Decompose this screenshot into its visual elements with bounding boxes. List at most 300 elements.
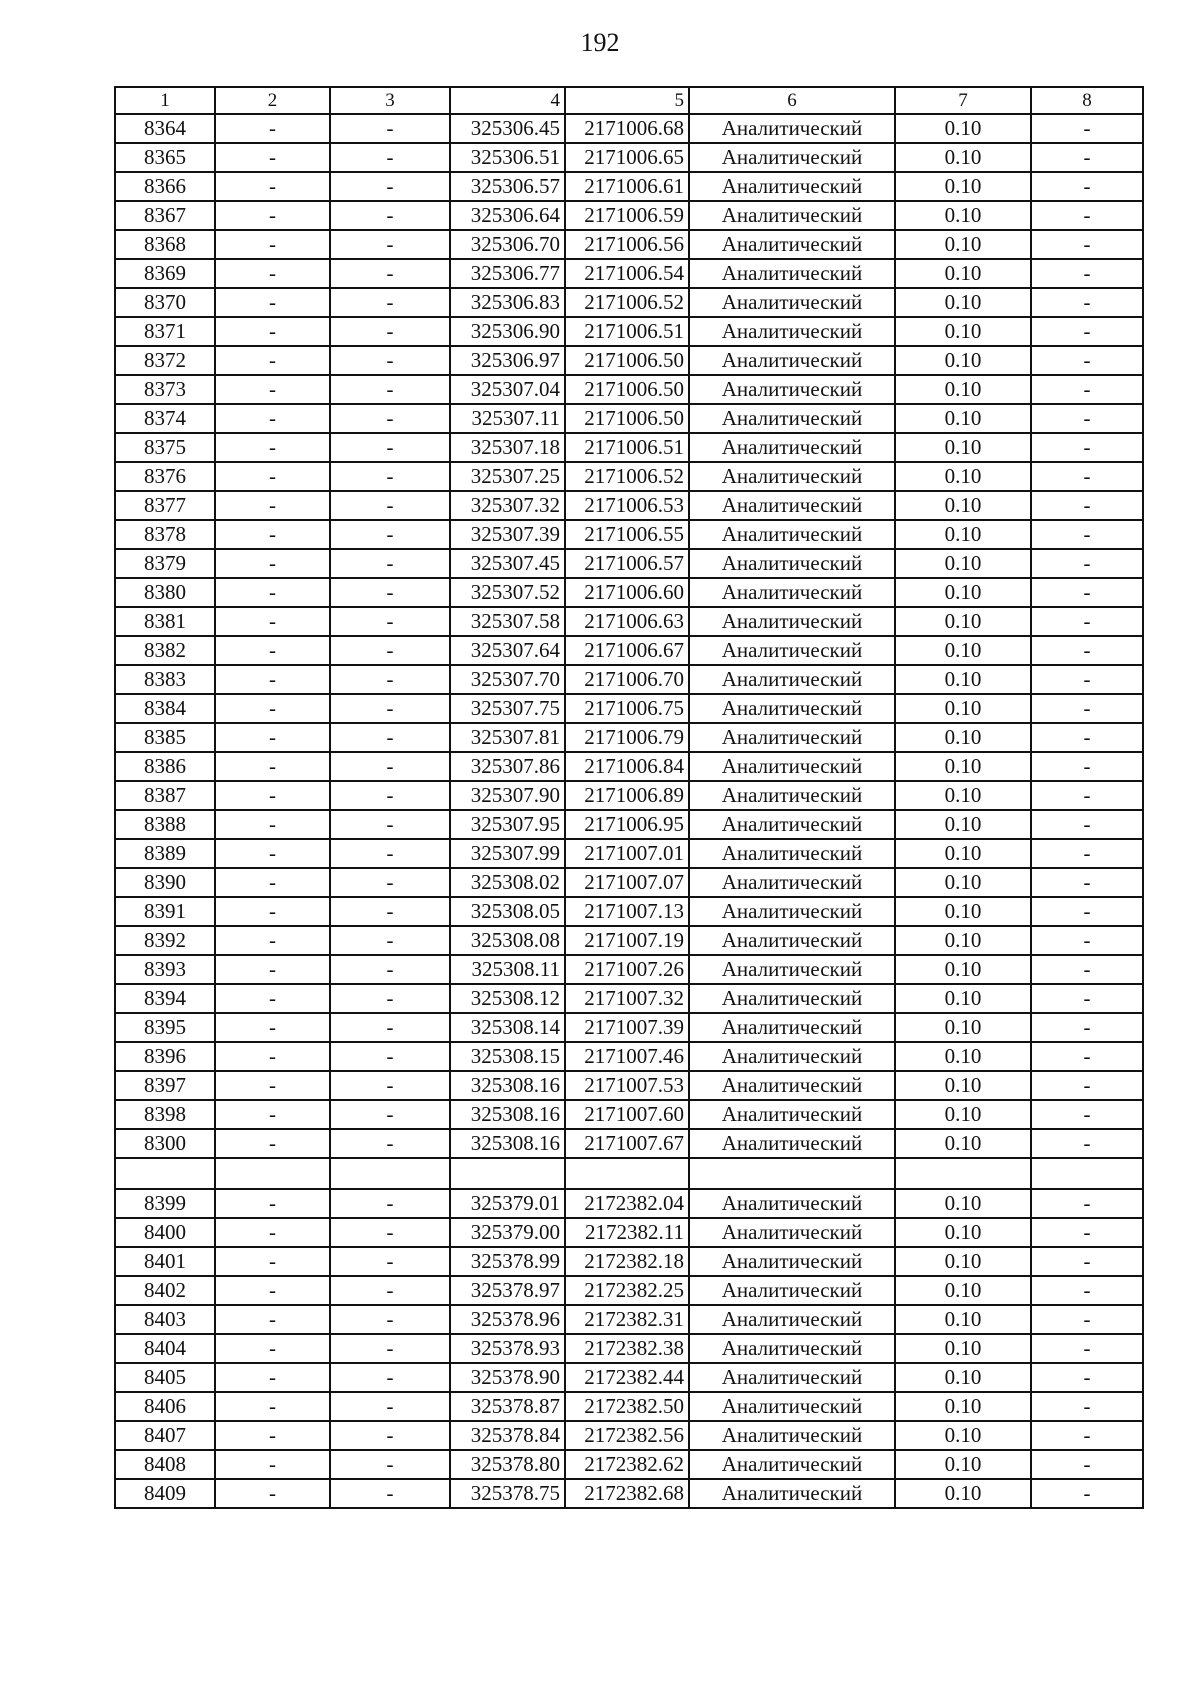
table-cell: - xyxy=(215,549,330,578)
table-cell: 8405 xyxy=(115,1363,215,1392)
table-cell: 8397 xyxy=(115,1071,215,1100)
table-cell: - xyxy=(1031,752,1143,781)
table-cell: 2172382.25 xyxy=(565,1276,689,1305)
table-cell: 0.10 xyxy=(895,1363,1031,1392)
table-cell: 325307.45 xyxy=(450,549,565,578)
table-row xyxy=(115,1334,1143,1363)
table-cell: Аналитический xyxy=(689,1100,895,1129)
table-cell: 8395 xyxy=(115,1013,215,1042)
table-cell: 8400 xyxy=(115,1218,215,1247)
table-cell: 8406 xyxy=(115,1392,215,1421)
table-cell: 0.10 xyxy=(895,694,1031,723)
table-cell: 2171007.67 xyxy=(565,1129,689,1158)
table-cell: 325378.87 xyxy=(450,1392,565,1421)
table-cell: Аналитический xyxy=(689,955,895,984)
table-cell: Аналитический xyxy=(689,607,895,636)
table-row xyxy=(115,201,1143,230)
table-cell: 325306.51 xyxy=(450,143,565,172)
table-row xyxy=(115,404,1143,433)
table-cell: 2171007.26 xyxy=(565,955,689,984)
table-cell: - xyxy=(330,868,450,897)
table-cell: 2171006.79 xyxy=(565,723,689,752)
table-cell: 325308.16 xyxy=(450,1100,565,1129)
table-cell: 0.10 xyxy=(895,1247,1031,1276)
table-cell: 325308.12 xyxy=(450,984,565,1013)
table-cell: Аналитический xyxy=(689,1334,895,1363)
table-cell: 2171007.46 xyxy=(565,1042,689,1071)
table-row xyxy=(115,172,1143,201)
table-cell: - xyxy=(215,375,330,404)
table-row xyxy=(115,520,1143,549)
table-cell: 325307.90 xyxy=(450,781,565,810)
table-row xyxy=(115,1276,1143,1305)
table-cell: - xyxy=(215,1334,330,1363)
table-cell: 8408 xyxy=(115,1450,215,1479)
table-cell: Аналитический xyxy=(689,1421,895,1450)
table-cell: 8370 xyxy=(115,288,215,317)
table-cell: 0.10 xyxy=(895,926,1031,955)
table-cell: 0.10 xyxy=(895,752,1031,781)
table-cell: 2172382.56 xyxy=(565,1421,689,1450)
table-cell: 2171006.65 xyxy=(565,143,689,172)
table-cell: 8378 xyxy=(115,520,215,549)
table-cell: - xyxy=(330,172,450,201)
table-cell: 8390 xyxy=(115,868,215,897)
table-cell: - xyxy=(215,1013,330,1042)
table-cell: 0.10 xyxy=(895,1100,1031,1129)
table-cell: - xyxy=(330,897,450,926)
table-cell: Аналитический xyxy=(689,781,895,810)
table-cell: - xyxy=(330,1479,450,1508)
table-cell: 8366 xyxy=(115,172,215,201)
table-cell: - xyxy=(1031,375,1143,404)
table-cell: Аналитический xyxy=(689,665,895,694)
table-cell: 0.10 xyxy=(895,868,1031,897)
table-cell: - xyxy=(1031,1305,1143,1334)
table-cell: - xyxy=(215,520,330,549)
table-cell: Аналитический xyxy=(689,1218,895,1247)
table-cell: Аналитический xyxy=(689,810,895,839)
table-cell: - xyxy=(330,1071,450,1100)
table-cell: - xyxy=(330,1305,450,1334)
table-cell: - xyxy=(1031,143,1143,172)
table-cell: Аналитический xyxy=(689,752,895,781)
table-cell: - xyxy=(215,491,330,520)
table-row xyxy=(115,491,1143,520)
table-cell: 8367 xyxy=(115,201,215,230)
table-row xyxy=(115,230,1143,259)
table-cell: 0.10 xyxy=(895,1013,1031,1042)
column-header-7: 7 xyxy=(895,87,1031,114)
table-cell: 325379.01 xyxy=(450,1189,565,1218)
table-cell: - xyxy=(330,636,450,665)
table-cell: 8404 xyxy=(115,1334,215,1363)
table-cell: 325307.39 xyxy=(450,520,565,549)
table-cell: 0.10 xyxy=(895,375,1031,404)
table-cell: Аналитический xyxy=(689,1042,895,1071)
table-cell: - xyxy=(330,346,450,375)
table-cell: 325307.70 xyxy=(450,665,565,694)
table-cell: 0.10 xyxy=(895,259,1031,288)
table-cell: 8402 xyxy=(115,1276,215,1305)
table-cell: 325378.99 xyxy=(450,1247,565,1276)
table-cell: - xyxy=(330,230,450,259)
table-cell: - xyxy=(1031,636,1143,665)
table-cell: - xyxy=(215,317,330,346)
table-cell: - xyxy=(215,230,330,259)
table-cell: - xyxy=(215,172,330,201)
table-cell: 325306.97 xyxy=(450,346,565,375)
table-cell: 325378.97 xyxy=(450,1276,565,1305)
table-cell: Аналитический xyxy=(689,143,895,172)
page-number: 192 xyxy=(580,28,620,57)
table-cell: 325378.96 xyxy=(450,1305,565,1334)
table-cell: 8375 xyxy=(115,433,215,462)
table-cell: 8389 xyxy=(115,839,215,868)
table-cell: 0.10 xyxy=(895,1392,1031,1421)
table-cell: - xyxy=(1031,1042,1143,1071)
table-cell xyxy=(215,1158,330,1189)
table-cell: 325378.90 xyxy=(450,1363,565,1392)
table-cell: 2171006.70 xyxy=(565,665,689,694)
table-cell: - xyxy=(330,694,450,723)
table-cell: - xyxy=(330,462,450,491)
table-cell: Аналитический xyxy=(689,1479,895,1508)
table-cell: Аналитический xyxy=(689,288,895,317)
table-row xyxy=(115,1158,1143,1189)
table-cell: 2172382.50 xyxy=(565,1392,689,1421)
table-cell: 2171006.52 xyxy=(565,288,689,317)
table-row xyxy=(115,578,1143,607)
table-cell: - xyxy=(215,1100,330,1129)
table-cell: 0.10 xyxy=(895,665,1031,694)
table-row xyxy=(115,462,1143,491)
table-cell: - xyxy=(1031,1129,1143,1158)
table-cell: 2171006.95 xyxy=(565,810,689,839)
table-cell: - xyxy=(1031,259,1143,288)
column-header-1: 1 xyxy=(115,87,215,114)
table-cell: - xyxy=(215,433,330,462)
table-cell: 8398 xyxy=(115,1100,215,1129)
table-cell: - xyxy=(330,1450,450,1479)
table-cell: - xyxy=(1031,723,1143,752)
table-row xyxy=(115,781,1143,810)
table-cell: 0.10 xyxy=(895,1218,1031,1247)
table-cell: - xyxy=(330,839,450,868)
table-cell: 0.10 xyxy=(895,549,1031,578)
table-cell: 2172382.18 xyxy=(565,1247,689,1276)
table-cell: - xyxy=(215,926,330,955)
table-cell: - xyxy=(215,346,330,375)
table-cell: 325308.05 xyxy=(450,897,565,926)
table-cell: 2171006.52 xyxy=(565,462,689,491)
table-cell: 8371 xyxy=(115,317,215,346)
table-cell: 8401 xyxy=(115,1247,215,1276)
table-cell: 2171006.51 xyxy=(565,317,689,346)
table-cell: 0.10 xyxy=(895,433,1031,462)
table-row xyxy=(115,259,1143,288)
table-cell: 325306.45 xyxy=(450,114,565,143)
table-cell: - xyxy=(330,926,450,955)
column-header-6: 6 xyxy=(689,87,895,114)
table-row xyxy=(115,1189,1143,1218)
table-cell: 325307.04 xyxy=(450,375,565,404)
table-cell: 2171006.53 xyxy=(565,491,689,520)
table-cell: - xyxy=(1031,1100,1143,1129)
table-cell: 8403 xyxy=(115,1305,215,1334)
column-header-4: 4 xyxy=(450,87,565,114)
table-cell: - xyxy=(330,1013,450,1042)
table-row xyxy=(115,549,1143,578)
table-cell: - xyxy=(330,520,450,549)
table-cell: 8409 xyxy=(115,1479,215,1508)
table-cell: 325379.00 xyxy=(450,1218,565,1247)
table-cell: Аналитический xyxy=(689,694,895,723)
table-cell: 325308.15 xyxy=(450,1042,565,1071)
table-cell: - xyxy=(330,578,450,607)
table-cell: - xyxy=(330,984,450,1013)
table-cell: - xyxy=(1031,1218,1143,1247)
table-cell: 0.10 xyxy=(895,230,1031,259)
table-cell: - xyxy=(1031,1189,1143,1218)
table-cell: 0.10 xyxy=(895,201,1031,230)
table-cell: 325378.93 xyxy=(450,1334,565,1363)
table-cell: 8393 xyxy=(115,955,215,984)
table-cell: 2172382.04 xyxy=(565,1189,689,1218)
table-row xyxy=(115,636,1143,665)
table-cell: - xyxy=(330,288,450,317)
table-cell: 8388 xyxy=(115,810,215,839)
table-cell: 8394 xyxy=(115,984,215,1013)
table-cell: - xyxy=(215,143,330,172)
table-cell: - xyxy=(330,781,450,810)
table-cell: - xyxy=(215,955,330,984)
table-cell: - xyxy=(215,1479,330,1508)
table-cell: - xyxy=(1031,114,1143,143)
table-cell: - xyxy=(330,114,450,143)
table-cell: 0.10 xyxy=(895,810,1031,839)
table-cell: 0.10 xyxy=(895,897,1031,926)
table-cell: 0.10 xyxy=(895,607,1031,636)
table-cell: 8369 xyxy=(115,259,215,288)
table-cell: - xyxy=(330,752,450,781)
table-cell: 2171006.68 xyxy=(565,114,689,143)
table-cell: 325306.70 xyxy=(450,230,565,259)
table-cell: - xyxy=(215,114,330,143)
table-cell: 8392 xyxy=(115,926,215,955)
table-cell: - xyxy=(1031,1071,1143,1100)
table-cell: - xyxy=(215,810,330,839)
column-header-8: 8 xyxy=(1031,87,1143,114)
table-row xyxy=(115,1218,1143,1247)
table-cell: 2171006.50 xyxy=(565,375,689,404)
table-cell: - xyxy=(1031,926,1143,955)
table-cell: 0.10 xyxy=(895,1071,1031,1100)
table-row xyxy=(115,317,1143,346)
table-row xyxy=(115,375,1143,404)
table-cell: - xyxy=(1031,491,1143,520)
table-cell: Аналитический xyxy=(689,317,895,346)
table-row xyxy=(115,1421,1143,1450)
table-cell: - xyxy=(1031,665,1143,694)
table-cell: - xyxy=(330,433,450,462)
table-cell: Аналитический xyxy=(689,897,895,926)
table-cell: - xyxy=(1031,984,1143,1013)
table-cell: 8376 xyxy=(115,462,215,491)
table-cell: 325307.32 xyxy=(450,491,565,520)
table-cell: - xyxy=(1031,1479,1143,1508)
table-cell: 2171007.39 xyxy=(565,1013,689,1042)
table-cell: Аналитический xyxy=(689,868,895,897)
table-cell: 325306.83 xyxy=(450,288,565,317)
table-cell: 325378.80 xyxy=(450,1450,565,1479)
table-cell: 325307.25 xyxy=(450,462,565,491)
table-cell: - xyxy=(215,1450,330,1479)
table-cell: 0.10 xyxy=(895,578,1031,607)
table-cell: - xyxy=(330,1129,450,1158)
table-cell: 325306.77 xyxy=(450,259,565,288)
table-row xyxy=(115,1392,1143,1421)
table-cell: - xyxy=(330,810,450,839)
table-cell: 0.10 xyxy=(895,346,1031,375)
table-cell: - xyxy=(215,288,330,317)
table-cell: - xyxy=(330,1218,450,1247)
table-cell: 0.10 xyxy=(895,1276,1031,1305)
table-cell: 325306.64 xyxy=(450,201,565,230)
column-header-3: 3 xyxy=(330,87,450,114)
table-cell: - xyxy=(1031,897,1143,926)
table-cell: 8396 xyxy=(115,1042,215,1071)
table-cell xyxy=(1031,1158,1143,1189)
table-cell: - xyxy=(215,694,330,723)
table-cell: 2171006.63 xyxy=(565,607,689,636)
table-cell: 2172382.11 xyxy=(565,1218,689,1247)
table-cell: - xyxy=(330,201,450,230)
table-cell: - xyxy=(215,897,330,926)
table-cell: 2171006.56 xyxy=(565,230,689,259)
table-cell: - xyxy=(215,259,330,288)
table-cell: - xyxy=(1031,839,1143,868)
table-cell: - xyxy=(330,955,450,984)
table-cell: 2171007.32 xyxy=(565,984,689,1013)
table-cell: - xyxy=(1031,230,1143,259)
table-cell: 325307.95 xyxy=(450,810,565,839)
table-cell xyxy=(450,1158,565,1189)
table-cell: Аналитический xyxy=(689,1129,895,1158)
table-row xyxy=(115,1450,1143,1479)
table-row xyxy=(115,1479,1143,1508)
table-cell: - xyxy=(1031,578,1143,607)
table-cell: - xyxy=(1031,1392,1143,1421)
table-row xyxy=(115,955,1143,984)
table-cell: - xyxy=(215,1363,330,1392)
table-cell: - xyxy=(215,984,330,1013)
table-cell: 0.10 xyxy=(895,1450,1031,1479)
table-cell: 2171006.59 xyxy=(565,201,689,230)
table-cell: 8399 xyxy=(115,1189,215,1218)
table-cell: 8407 xyxy=(115,1421,215,1450)
table-cell: - xyxy=(1031,317,1143,346)
table-cell: 2171006.51 xyxy=(565,433,689,462)
table-cell: - xyxy=(330,665,450,694)
table-cell: 2172382.68 xyxy=(565,1479,689,1508)
table-cell: 0.10 xyxy=(895,404,1031,433)
table-cell: - xyxy=(1031,868,1143,897)
table-row xyxy=(115,433,1143,462)
table-cell: Аналитический xyxy=(689,201,895,230)
table-cell: - xyxy=(1031,694,1143,723)
table-cell: Аналитический xyxy=(689,1276,895,1305)
table-row xyxy=(115,665,1143,694)
table-cell: - xyxy=(330,1100,450,1129)
table-cell: Аналитический xyxy=(689,1247,895,1276)
table-cell: 0.10 xyxy=(895,636,1031,665)
table-cell: - xyxy=(1031,433,1143,462)
table-cell: - xyxy=(215,201,330,230)
table-cell: 0.10 xyxy=(895,172,1031,201)
table-cell: Аналитический xyxy=(689,1450,895,1479)
table-cell: 325307.99 xyxy=(450,839,565,868)
table-cell: 2171006.84 xyxy=(565,752,689,781)
table-cell: - xyxy=(1031,1450,1143,1479)
table-row xyxy=(115,1305,1143,1334)
table-cell: - xyxy=(1031,781,1143,810)
table-cell: 8374 xyxy=(115,404,215,433)
table-row xyxy=(115,926,1143,955)
table-cell: - xyxy=(330,491,450,520)
table-cell: Аналитический xyxy=(689,114,895,143)
table-cell: 8381 xyxy=(115,607,215,636)
table-cell: - xyxy=(1031,1421,1143,1450)
table-cell: 2172382.62 xyxy=(565,1450,689,1479)
table-cell: 2171006.50 xyxy=(565,404,689,433)
table-cell: 2171006.89 xyxy=(565,781,689,810)
table-cell: - xyxy=(215,665,330,694)
table-cell: Аналитический xyxy=(689,1071,895,1100)
table-cell: 2171006.60 xyxy=(565,578,689,607)
table-cell: 2171006.55 xyxy=(565,520,689,549)
table-cell: - xyxy=(330,143,450,172)
table-cell: - xyxy=(330,1042,450,1071)
table-cell: 2171007.60 xyxy=(565,1100,689,1129)
table-cell: 2171007.01 xyxy=(565,839,689,868)
table-cell: - xyxy=(1031,1247,1143,1276)
table-cell: 8386 xyxy=(115,752,215,781)
table-cell: Аналитический xyxy=(689,462,895,491)
table-cell: 325306.57 xyxy=(450,172,565,201)
table-cell: 0.10 xyxy=(895,955,1031,984)
table-row xyxy=(115,868,1143,897)
table-cell: - xyxy=(215,1305,330,1334)
table-cell xyxy=(330,1158,450,1189)
table-cell: - xyxy=(215,1421,330,1450)
table-cell: Аналитический xyxy=(689,346,895,375)
table-cell: Аналитический xyxy=(689,549,895,578)
table-cell: 0.10 xyxy=(895,143,1031,172)
table-cell: 0.10 xyxy=(895,1421,1031,1450)
table-cell: - xyxy=(1031,1276,1143,1305)
table-cell: 8385 xyxy=(115,723,215,752)
table-cell: 2171007.07 xyxy=(565,868,689,897)
table-cell: - xyxy=(1031,520,1143,549)
table-cell: 8377 xyxy=(115,491,215,520)
table-cell: 325307.11 xyxy=(450,404,565,433)
table-cell: 8365 xyxy=(115,143,215,172)
table-cell: Аналитический xyxy=(689,1392,895,1421)
table-cell: 325308.08 xyxy=(450,926,565,955)
table-cell: - xyxy=(215,1276,330,1305)
table-cell: Аналитический xyxy=(689,1305,895,1334)
